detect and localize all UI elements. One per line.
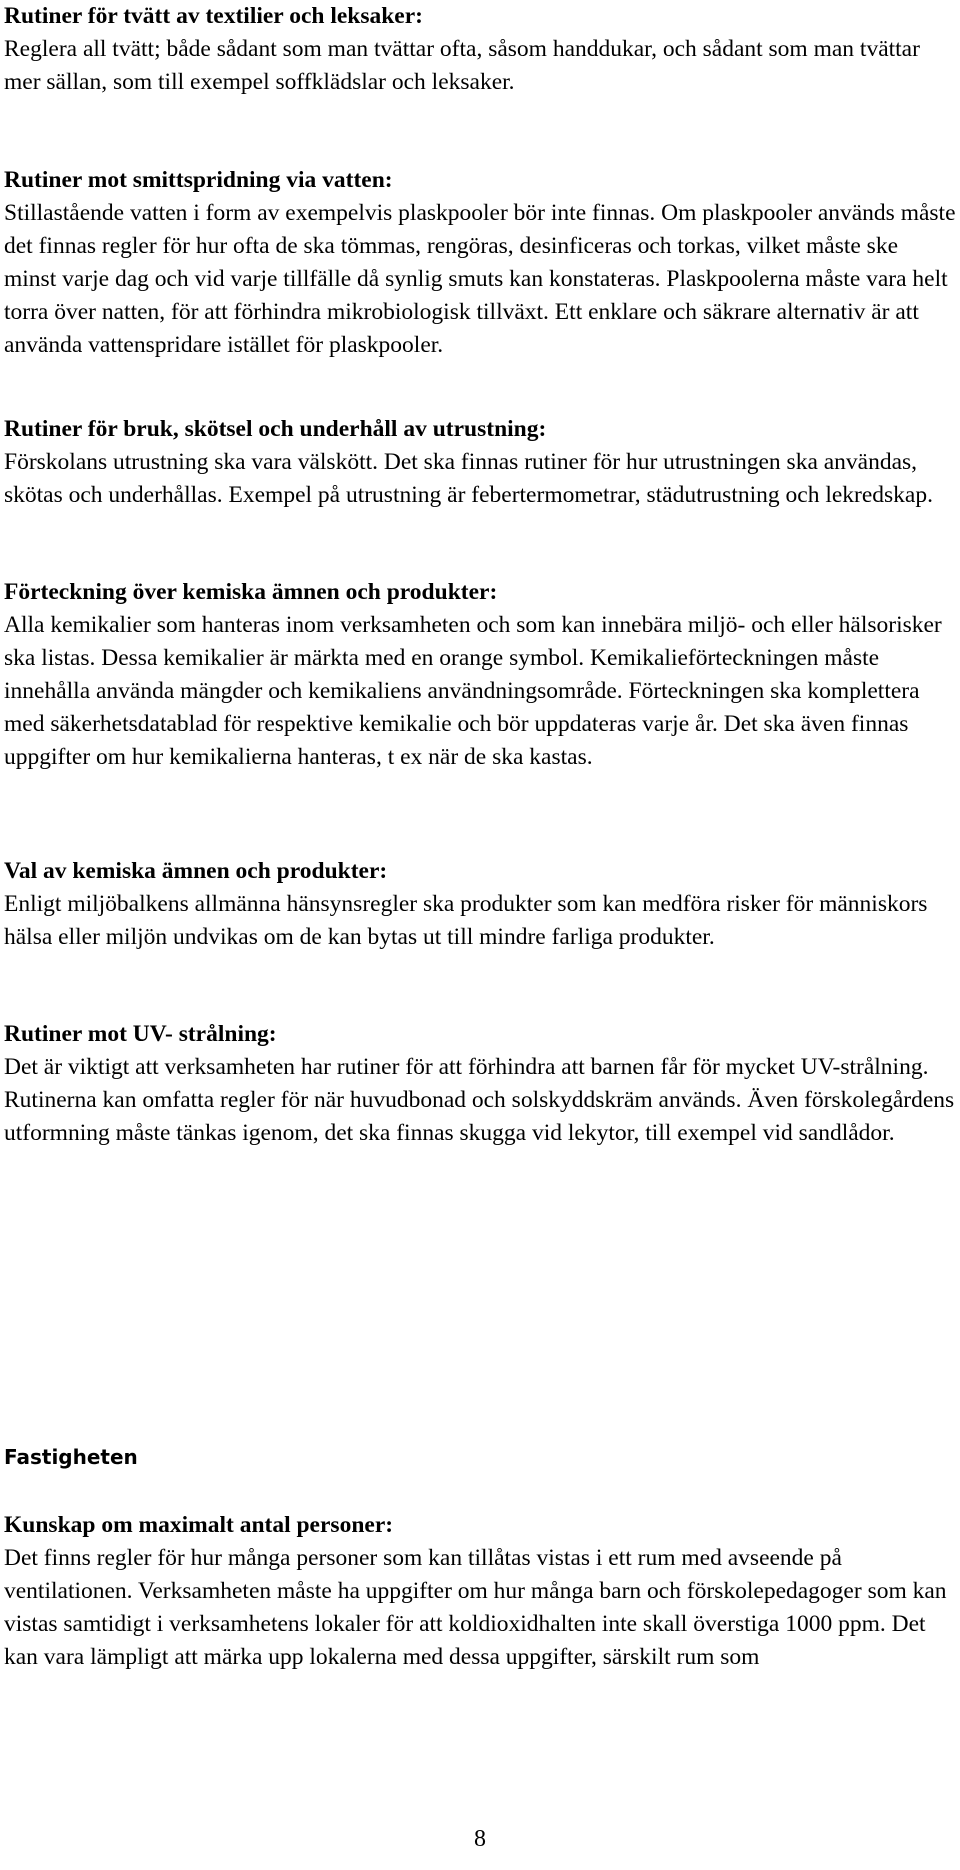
page-number: 8	[474, 1826, 486, 1852]
section-chemical-list	[4, 576, 956, 774]
section-heading: Rutiner för tvätt av textilier och leksaker:	[4, 3, 423, 29]
section-water-infection	[4, 164, 956, 362]
section-max-persons	[4, 1509, 956, 1674]
section-heading: Rutiner mot smittspridning via vatten:	[4, 167, 393, 193]
section-heading: Val av kemiska ämnen och produkter:	[4, 858, 388, 884]
section-heading: Rutiner för bruk, skötsel och underhåll av utrustning:	[4, 416, 547, 442]
section-body: Förskolans utrustning ska vara välskött. Det ska finnas rutiner för hur utrustningen ska användas, skötas och underhållas. Exempel på utrustning är febertermometrar, städutrustning och lekredskap.	[4, 449, 933, 508]
section-body: Det är viktigt att verksamheten har rutiner för att förhindra att barnen får för mycket UV-strålning. Rutinerna kan omfatta regler för när huvudbonad och solskyddskräm används. Även förskolegårdens utformning måste tänkas igenom, det ska finnas skugga vid lekytor, till exempel vid sandlådor.	[4, 1054, 955, 1146]
section-body: Stillastående vatten i form av exempelvis plaskpooler bör inte finnas. Om plaskpooler används måste det finnas regler för hur ofta de ska tömmas, rengöras, desinficeras och torkas, vilket måste ske minst varje dag och vid varje tillfälle då synlig smuts kan konstateras. Plaskpoolerna måste vara helt torra över natten, för att förhindra mikrobiologisk tillväxt. Ett enklare och säkrare alternativ är att använda vattenspridare istället för plaskpooler.	[4, 200, 956, 358]
section-uv-radiation	[4, 1018, 956, 1150]
section-textile-washing	[4, 0, 956, 99]
section-body: Alla kemikalier som hanteras inom verksamheten och som kan innebära miljö- och eller hälsorisker ska listas. Dessa kemikalier är märkta med en orange symbol. Kemikalieförteckningen måste innehålla använda mängder och kemikaliens användningsområde. Förteckningen ska komplettera med säkerhetsdatablad för respektive kemikalie och bör uppdateras varje år. Det ska även finnas uppgifter om hur kemikalierna hanteras, t ex när de ska kastas.	[4, 612, 942, 770]
section-chemical-choice	[4, 855, 956, 954]
section-body: Det finns regler för hur många personer som kan tillåtas vistas i ett rum med avseende på ventilationen. Verksamheten måste ha uppgifter om hur många barn och förskolepedagoger som kan vistas samtidigt i verksamhetens lokaler för att koldioxidhalten inte skall överstiga 1000 ppm. Det kan vara lämpligt att märka upp lokalerna med dessa uppgifter, särskilt rum som	[4, 1545, 947, 1670]
section-heading: Rutiner mot UV- strålning:	[4, 1021, 277, 1047]
section-heading: Förteckning över kemiska ämnen och produkter:	[4, 579, 498, 605]
section-title-fastigheten: Fastigheten	[4, 1445, 138, 1469]
section-heading: Kunskap om maximalt antal personer:	[4, 1512, 394, 1538]
section-equipment-care	[4, 413, 956, 512]
section-body: Enligt miljöbalkens allmänna hänsynsregler ska produkter som kan medföra risker för människors hälsa eller miljön undvikas om de kan bytas ut till mindre farliga produkter.	[4, 891, 928, 950]
section-body: Reglera all tvätt; både sådant som man tvättar ofta, såsom handdukar, och sådant som man tvättar mer sällan, som till exempel soffklädslar och leksaker.	[4, 36, 920, 95]
